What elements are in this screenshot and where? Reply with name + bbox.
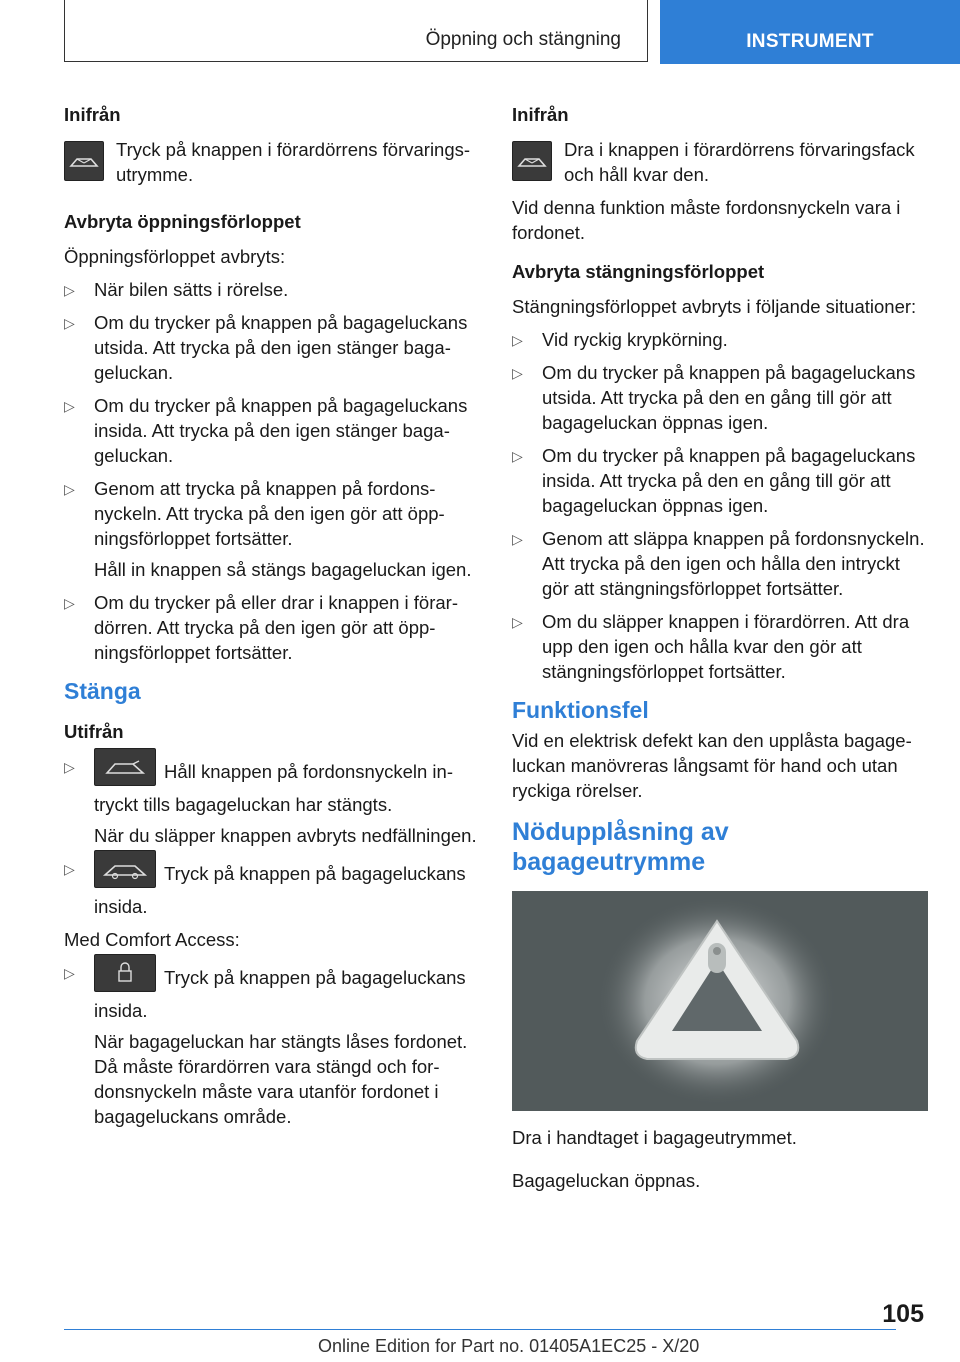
list-item: ▷ Om du släpper knappen i förardörren. Att dra upp den igen och hålla kvar den gör att stängningsförloppet fortsätter. (512, 611, 910, 682)
tailgate-car-icon (64, 141, 104, 181)
left-inifran-heading: Inifrån (64, 104, 121, 125)
left-inifran-text: Tryck på knappen i förardörrens förvaringsutrymme. (116, 139, 471, 185)
tailgate-car-icon (512, 141, 552, 181)
list-item: ▷ När bilen sätts i rörelse. (64, 277, 480, 302)
stanga-heading: Stänga (64, 678, 141, 704)
list-item-note: När du släpper knappen avbryts nedfällningen. (94, 825, 477, 846)
photo-caption-2: Bagageluckan öppnas. (512, 1170, 701, 1191)
list-item: ▷ Håll knappen på fordonsnyckeln intryckt tills bagageluckan har stängts. När du släpper knappen avbryts nedfällningen. (64, 754, 480, 848)
nodupplasning-heading: Nödupplåsning av bagageutrymme (512, 818, 729, 876)
utifran-heading: Utifrån (64, 721, 124, 742)
list-item-note: Håll in knappen så stängs bagageluckan igen. (94, 559, 472, 580)
list-item: ▷ Tryck på knappen på bagageluckans insida. (64, 856, 480, 919)
right-inifran-paragraph (512, 137, 928, 187)
triangle-bullet-icon: ▷ (64, 965, 75, 981)
triangle-bullet-icon: ▷ (64, 481, 75, 497)
list-item: ▷ Vid ryckig krypkörning. (512, 327, 928, 352)
section-title: Öppning och stängning (425, 29, 621, 50)
avbryta-stangning-intro: Stängningsförloppet avbryts i följande situationer: (512, 296, 917, 317)
triangle-bullet-icon: ▷ (64, 595, 75, 611)
right-inifran-heading: Inifrån (512, 104, 569, 125)
right-column (512, 102, 928, 1201)
list-item: ▷ Tryck på knappen på bagageluckans insida. När bagageluckan har stängts låses fordonet. Då måste förardörren vara stängd och fordonsnyckeln måste vara utanför fordonet i bagageluckans område. (64, 960, 480, 1129)
left-inifran-paragraph (64, 137, 480, 187)
avbryta-oppning-list (64, 277, 480, 665)
avbryta-stangning-list (512, 327, 928, 684)
list-item: ▷ Om du trycker på knappen på bagageluckans insida. Att trycka på den en gång till gör att bagageluckan öppnas igen. (512, 445, 916, 516)
chapter-tab-label: INSTRUMENT (746, 31, 874, 52)
photo-caption-1: Dra i handtaget i bagageutrymmet. (512, 1127, 797, 1148)
funktionsfel-heading: Funktionsfel (512, 697, 649, 723)
triangle-bullet-icon: ▷ (512, 448, 523, 464)
key-tailgate-icon (94, 748, 156, 786)
footer-divider (64, 1329, 896, 1330)
key-note: Vid denna funktion måste fordonsnyckeln vara i fordonet. (512, 197, 901, 243)
page-number: 105 (882, 1300, 924, 1328)
lock-icon (94, 954, 156, 992)
funktionsfel-text: Vid en elektrisk defekt kan den upplåsta bagageluckan manövreras långsamt för hand och utan ryckiga rörelser. (512, 730, 912, 801)
triangle-bullet-icon: ▷ (64, 315, 75, 331)
comfort-access-intro: Med Comfort Access: (64, 929, 240, 950)
triangle-bullet-icon: ▷ (512, 365, 523, 381)
right-inifran-text: Dra i knappen i förardörrens förvaringsfack och håll kvar den. (564, 139, 915, 185)
emergency-handle-illustration (512, 891, 928, 1111)
edition-footer[interactable]: Online Edition for Part no. 01405A1EC25 - X/20 (318, 1336, 700, 1356)
list-item: ▷ Genom att trycka på knappen på fordonsnyckeln. Att trycka på den igen gör att öppningsförloppet fortsätter. Håll in knappen så stängs bagageluckan igen. (64, 476, 480, 582)
list-item: ▷ Genom att släppa knappen på fordonsnyckeln. Att trycka på den igen och hålla den intryckt gör att stängningsförloppet fortsätter. (512, 528, 925, 599)
avbryta-oppning-heading: Avbryta öppningsförloppet (64, 211, 301, 232)
avbryta-stangning-heading: Avbryta stängningsförloppet (512, 261, 765, 282)
triangle-bullet-icon: ▷ (64, 282, 75, 298)
avbryta-oppning-intro: Öppningsförloppet avbryts: (64, 246, 286, 267)
triangle-bullet-icon: ▷ (512, 531, 523, 547)
list-item: ▷ Om du trycker på knappen på bagageluckans utsida. Att trycka på den igen stänger bagageluckan. (64, 312, 468, 383)
page-header (64, 0, 960, 64)
tailgate-close-icon (94, 850, 156, 888)
list-item-note: När bagageluckan har stängts låses fordonet. Då måste förardörren vara stängd och fordonsnyckeln måste vara utanför fordonet i bagageluckans område. (94, 1031, 468, 1127)
chapter-tab[interactable] (660, 0, 960, 64)
triangle-bullet-icon: ▷ (64, 398, 75, 414)
utifran-list (64, 754, 480, 919)
header-section-box (64, 0, 648, 62)
triangle-bullet-icon: ▷ (64, 861, 75, 877)
list-item: ▷ Om du trycker på knappen på bagageluckans insida. Att trycka på den igen stänger bagageluckan. (64, 395, 468, 466)
comfort-access-list (64, 960, 480, 1129)
triangle-bullet-icon: ▷ (512, 332, 523, 348)
emergency-release-handle-photo (512, 891, 928, 1111)
list-item: ▷ Om du trycker på knappen på bagageluckans utsida. Att trycka på den en gång till gör att bagageluckan öppnas igen. (512, 362, 916, 433)
triangle-bullet-icon: ▷ (512, 614, 523, 630)
list-item: ▷ Om du trycker på eller drar i knappen i förardörren. Att trycka på den igen gör att öppningsförloppet fortsätter. (64, 592, 458, 663)
left-column (64, 102, 480, 1137)
triangle-bullet-icon: ▷ (64, 759, 75, 775)
